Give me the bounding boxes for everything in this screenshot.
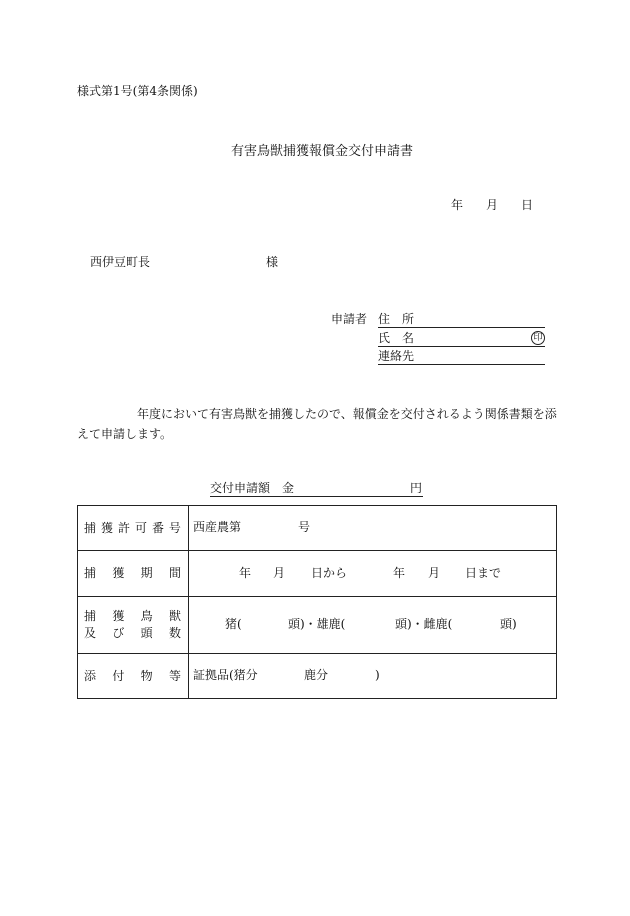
permit-label-cell bbox=[78, 506, 189, 551]
address-label-1: 住 bbox=[378, 312, 391, 326]
period-label: 捕 獲 期 間 bbox=[84, 566, 181, 580]
permit-value-cell bbox=[189, 506, 557, 551]
doe-label: 頭)・雌鹿( bbox=[395, 617, 453, 631]
count-label-top: 捕 獲 鳥 獣 bbox=[84, 609, 181, 623]
table-row bbox=[78, 597, 557, 654]
addressee-name: 西伊豆町長 bbox=[90, 255, 151, 269]
date-day: 日 bbox=[521, 198, 534, 212]
date-month: 月 bbox=[486, 198, 499, 212]
attachments-label-cell bbox=[78, 654, 189, 699]
evidence-boar: 証拠品(猪分 bbox=[193, 668, 258, 682]
form-title: 有害鳥獣捕獲報償金交付申請書 bbox=[231, 144, 414, 159]
doe-unit: 頭) bbox=[500, 617, 517, 631]
period-month-to: 月 bbox=[428, 566, 441, 580]
name-line bbox=[378, 346, 545, 347]
seal-icon: 印 bbox=[531, 331, 545, 345]
count-label-cell bbox=[78, 597, 189, 654]
amount-prefix: 金 bbox=[282, 481, 295, 495]
name-label-1: 氏 bbox=[378, 331, 391, 345]
table-row bbox=[78, 551, 557, 597]
body-text-line2: えて申請します。 bbox=[77, 427, 173, 441]
table-row bbox=[78, 654, 557, 699]
contact-label: 連絡先 bbox=[378, 349, 415, 363]
count-value-cell bbox=[189, 597, 557, 654]
boar-label: 猪( bbox=[225, 617, 242, 631]
details-table bbox=[77, 505, 557, 699]
period-day-from: 日から bbox=[311, 566, 348, 580]
period-day-to: 日まで bbox=[465, 566, 502, 580]
evidence-close: ) bbox=[375, 668, 380, 682]
permit-suffix: 号 bbox=[298, 520, 311, 534]
period-month-from: 月 bbox=[273, 566, 286, 580]
period-year-to: 年 bbox=[393, 566, 406, 580]
evidence-deer: 鹿分 bbox=[304, 668, 329, 682]
permit-label: 捕 獲 許 可 番 号 bbox=[84, 520, 181, 535]
address-label-2: 所 bbox=[402, 312, 415, 326]
applicant-label: 申請者 bbox=[331, 312, 368, 326]
permit-prefix: 西産農第 bbox=[193, 520, 242, 534]
table-row bbox=[78, 506, 557, 551]
attachments-value-cell bbox=[189, 654, 557, 699]
attachments-label: 添 付 物 等 bbox=[84, 668, 181, 683]
name-label-2: 名 bbox=[402, 331, 415, 345]
date-year: 年 bbox=[451, 198, 464, 212]
amount-underline bbox=[210, 496, 423, 497]
form-number: 様式第1号(第4条関係) bbox=[77, 84, 198, 98]
amount-label: 交付申請額 bbox=[210, 481, 271, 495]
body-text-line1: 年度において有害鳥獣を捕獲したので、報償金を交付されるよう関係書類を添 bbox=[137, 407, 557, 421]
period-label-cell bbox=[78, 551, 189, 597]
addressee-honorific: 様 bbox=[266, 255, 279, 269]
stag-label: 頭)・雄鹿( bbox=[288, 617, 346, 631]
period-value-cell bbox=[189, 551, 557, 597]
period-year-from: 年 bbox=[239, 566, 252, 580]
contact-line bbox=[378, 364, 545, 365]
address-line bbox=[378, 327, 545, 328]
count-label-bottom: 及 び 頭 数 bbox=[84, 626, 181, 640]
amount-unit: 円 bbox=[410, 481, 423, 495]
